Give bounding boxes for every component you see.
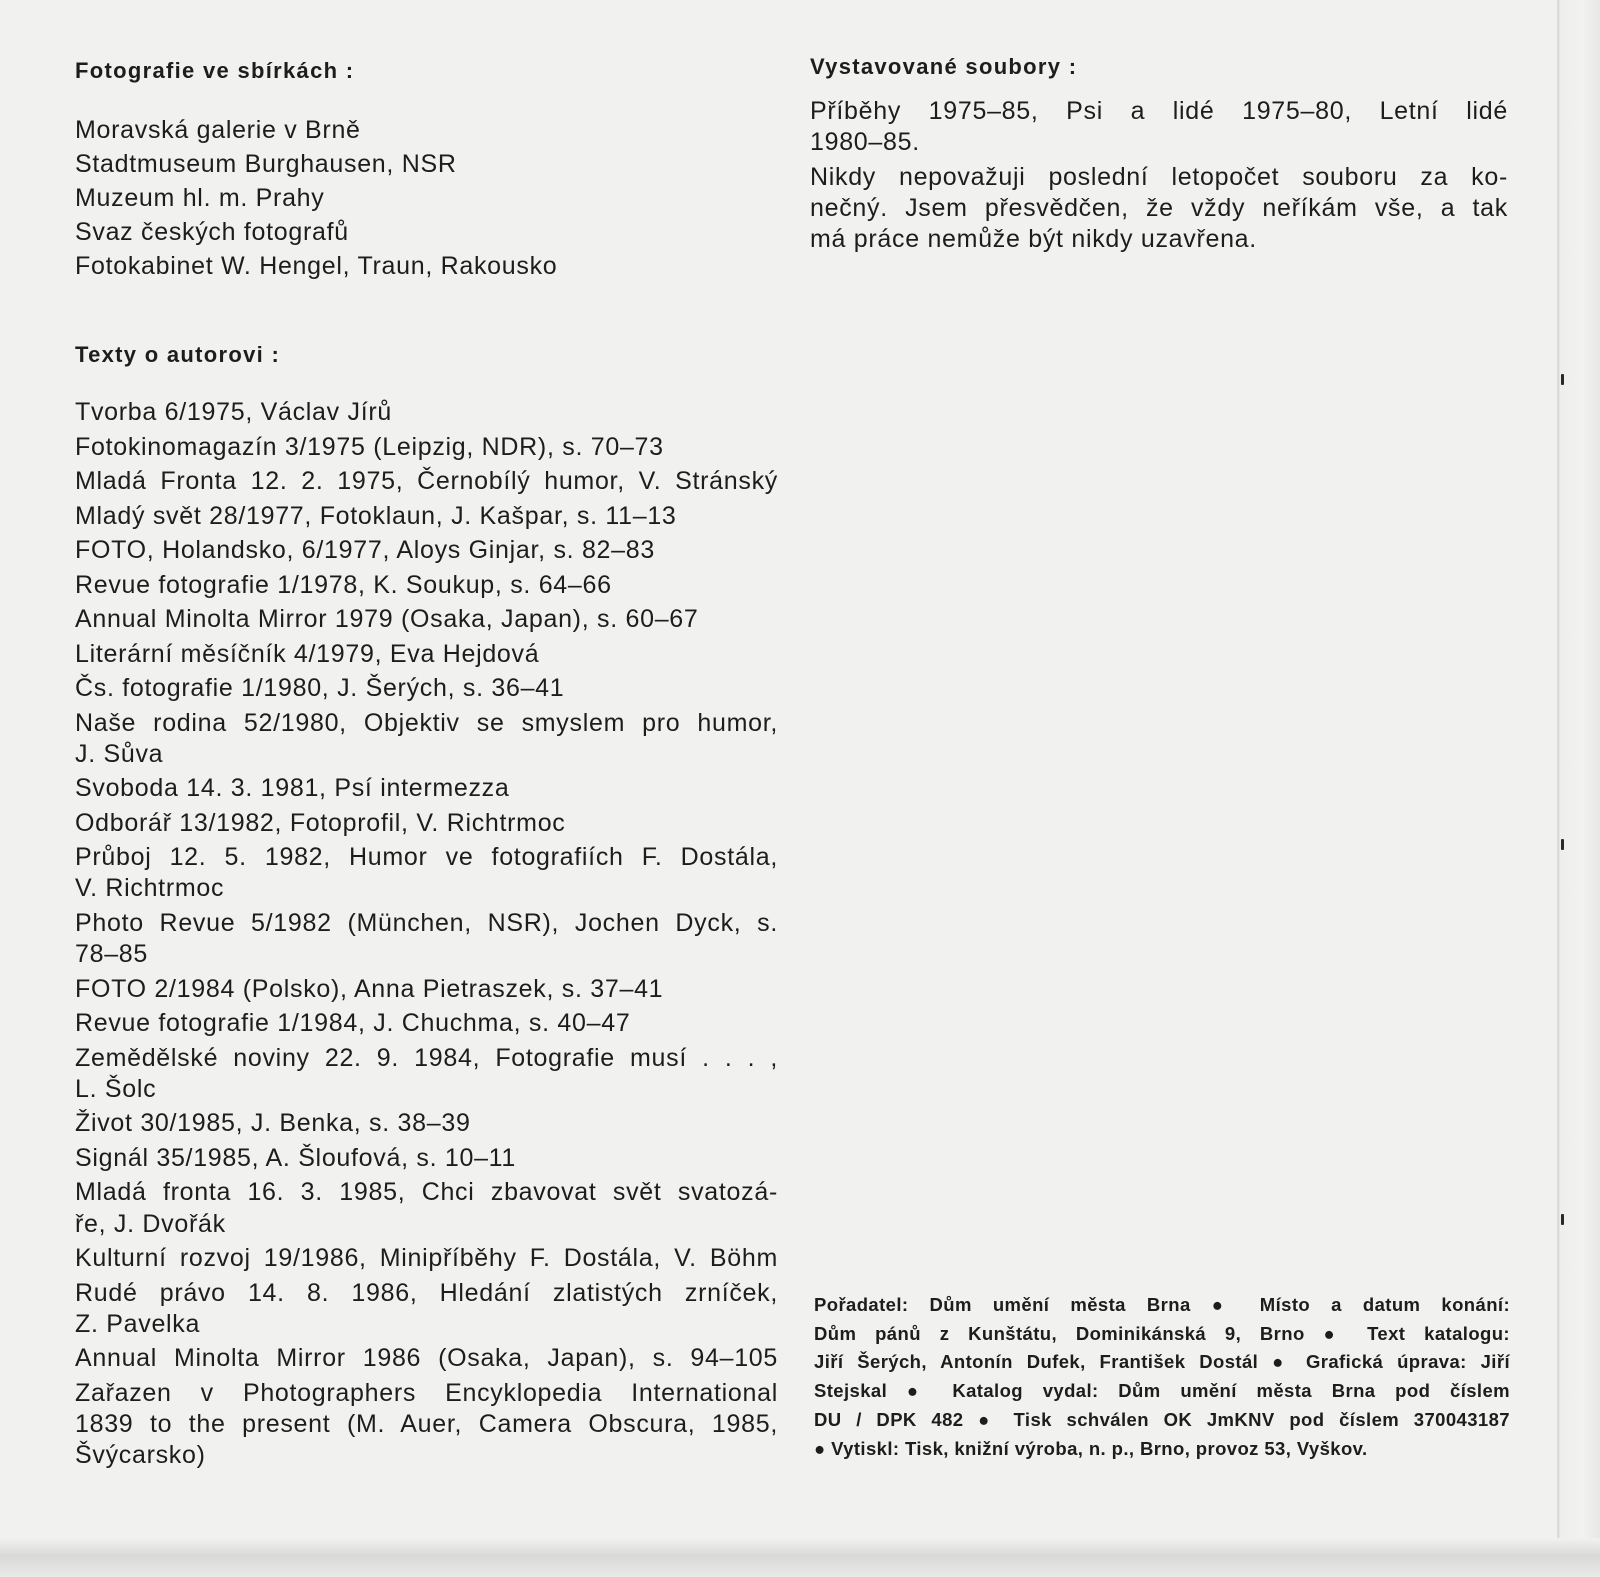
entry-line: Švýcarsko): [75, 1441, 206, 1470]
bibliography-entry: [75, 842, 778, 904]
left-column: [75, 56, 778, 1475]
entry-line: Mladá fronta 16. 3. 1985, Chci zbavovat svět svatozá-: [75, 1178, 778, 1207]
entry-line: V. Richtrmoc: [75, 874, 225, 903]
entry-line: 1839 to the present (M. Auer, Camera Obscura, 1985,: [75, 1409, 778, 1438]
bibliography-entry: [75, 1243, 778, 1274]
bibliography-entry: [75, 1278, 778, 1340]
entry-line: Zařazen v Photographers Encyklopedia International: [75, 1378, 778, 1407]
bibliography-list: [75, 397, 778, 1471]
entry-line: L. Šolc: [75, 1074, 157, 1103]
paragraph-line: 1980–85.: [810, 127, 920, 156]
bibliography-entry: [75, 466, 778, 497]
entry-line: Mladá Fronta 12. 2. 1975, Černobílý humor, V. Stránský: [75, 467, 778, 495]
paragraph-line: Příběhy 1975–85, Psi a lidé 1975–80, Letní lidé: [810, 96, 1508, 125]
entry-line: Kulturní rozvoj 19/1986, Minipříběhy F. Dostála, V. Böhm: [75, 1244, 778, 1273]
bibliography-entry: [75, 673, 778, 704]
bibliography-entry: [75, 1008, 778, 1039]
colophon-line: ● Vytiskl: Tisk, knižní výroba, n. p., Brno, provoz 53, Vyškov.: [814, 1437, 1368, 1459]
paragraph-line: má práce nemůže být nikdy uzavřena.: [810, 224, 1257, 253]
page-bottom-edge: [0, 1538, 1600, 1577]
bibliography-entry: [75, 1043, 778, 1105]
bibliography-entry: [75, 1378, 778, 1472]
collection-item: Svaz českých fotografů: [75, 218, 349, 246]
entry-line: Annual Minolta Mirror 1979 (Osaka, Japan), s. 60–67: [75, 605, 699, 633]
bibliography-entry: [75, 1143, 778, 1174]
collection-item: Fotokabinet W. Hengel, Traun, Rakousko: [75, 252, 558, 280]
collection-item: Stadtmuseum Burghausen, NSR: [75, 150, 457, 178]
entry-line: Annual Minolta Mirror 1986 (Osaka, Japan), s. 94–105: [75, 1344, 778, 1373]
bibliography-entry: [75, 1177, 778, 1239]
bibliography-entry: [75, 604, 778, 635]
entry-line: Signál 35/1985, A. Šloufová, s. 10–11: [75, 1143, 517, 1172]
entry-line: Rudé právo 14. 8. 1986, Hledání zlatistých zrníček,: [75, 1278, 778, 1307]
paragraph-line: Nikdy nepovažuji poslední letopočet souboru za ko-: [810, 162, 1508, 191]
collection-item: Moravská galerie v Brně: [75, 116, 361, 144]
entry-line: Revue fotografie 1/1978, K. Soukup, s. 64–66: [75, 570, 612, 599]
entry-line: Průboj 12. 5. 1982, Humor ve fotografiích F. Dostála,: [75, 843, 778, 872]
bibliography-entry: [75, 1108, 778, 1139]
entry-line: Odborář 13/1982, Fotoprofil, V. Richtrmoc: [75, 808, 566, 837]
bibliography-entry: [75, 974, 778, 1005]
collections-list: [75, 113, 778, 283]
collection-item: Muzeum hl. m. Prahy: [75, 184, 325, 212]
entry-line: 78–85: [75, 940, 149, 969]
entry-line: Mladý svět 28/1977, Fotoklaun, J. Kašpar, s. 11–13: [75, 501, 677, 530]
bibliography-entry: [75, 1343, 778, 1374]
bibliography-entry: [75, 708, 778, 770]
entry-line: Literární měsíčník 4/1979, Eva Hejdová: [75, 639, 540, 668]
page-right-edge: [1557, 0, 1600, 1577]
bibliography-entry: [75, 639, 778, 670]
entry-line: Z. Pavelka: [75, 1309, 201, 1338]
entry-line: ře, J. Dvořák: [75, 1209, 226, 1238]
colophon-line: Pořadatel: Dům umění města Brna ● Místo a datum konání:: [814, 1294, 1510, 1315]
author-statement-paragraph: [810, 162, 1508, 255]
entry-line: FOTO, Holandsko, 6/1977, Aloys Ginjar, s. 82–83: [75, 536, 655, 564]
colophon-line: Stejskal ● Katalog vydal: Dům umění města Brna pod číslem: [814, 1380, 1510, 1402]
colophon-line: DU / DPK 482 ● Tisk schválen OK JmKNV pod číslem 370043187: [814, 1408, 1510, 1430]
entry-line: FOTO 2/1984 (Polsko), Anna Pietraszek, s. 37–41: [75, 974, 664, 1003]
bibliography-entry: [75, 432, 778, 463]
entry-line: Čs. fotografie 1/1980, J. Šerých, s. 36–41: [75, 674, 565, 702]
staple-mark: [1561, 839, 1564, 850]
colophon-line: Jiří Šerých, Antonín Dufek, František Dostál ● Grafická úprava: Jiří: [814, 1351, 1510, 1373]
bibliography-entry: [75, 397, 778, 428]
right-column: [810, 52, 1508, 255]
entry-line: Zemědělské noviny 22. 9. 1984, Fotografie musí . . . ,: [75, 1043, 778, 1072]
bibliography-entry: [75, 773, 778, 804]
bibliography-entry: [75, 808, 778, 839]
entry-line: Život 30/1985, J. Benka, s. 38–39: [75, 1109, 471, 1138]
entry-line: Revue fotografie 1/1984, J. Chuchma, s. 40–47: [75, 1009, 631, 1038]
bibliography-entry: [75, 570, 778, 601]
staple-mark: [1561, 374, 1564, 385]
entry-line: Naše rodina 52/1980, Objektiv se smyslem pro humor,: [75, 708, 778, 737]
entry-line: J. Sůva: [75, 739, 164, 768]
colophon: [814, 1291, 1510, 1463]
texts-heading: Texty o autorovi :: [75, 342, 281, 367]
staple-mark: [1561, 1214, 1564, 1225]
entry-line: Fotokinomagazín 3/1975 (Leipzig, NDR), s. 70–73: [75, 432, 664, 461]
bibliography-entry: [75, 501, 778, 532]
collections-heading: Fotografie ve sbírkách :: [75, 58, 355, 83]
entry-line: Photo Revue 5/1982 (München, NSR), Jochen Dyck, s.: [75, 908, 778, 937]
exhibited-heading: Vystavované soubory :: [810, 54, 1078, 79]
entry-line: Svoboda 14. 3. 1981, Psí intermezza: [75, 774, 510, 803]
entry-line: Tvorba 6/1975, Václav Jírů: [75, 398, 392, 426]
bibliography-entry: [75, 908, 778, 970]
exhibited-series-paragraph: [810, 96, 1508, 158]
colophon-line: Dům pánů z Kunštátu, Dominikánská 9, Brno ● Text katalogu:: [814, 1322, 1510, 1344]
bibliography-entry: [75, 535, 778, 566]
paragraph-line: nečný. Jsem přesvědčen, že vždy neříkám vše, a tak: [810, 193, 1508, 222]
